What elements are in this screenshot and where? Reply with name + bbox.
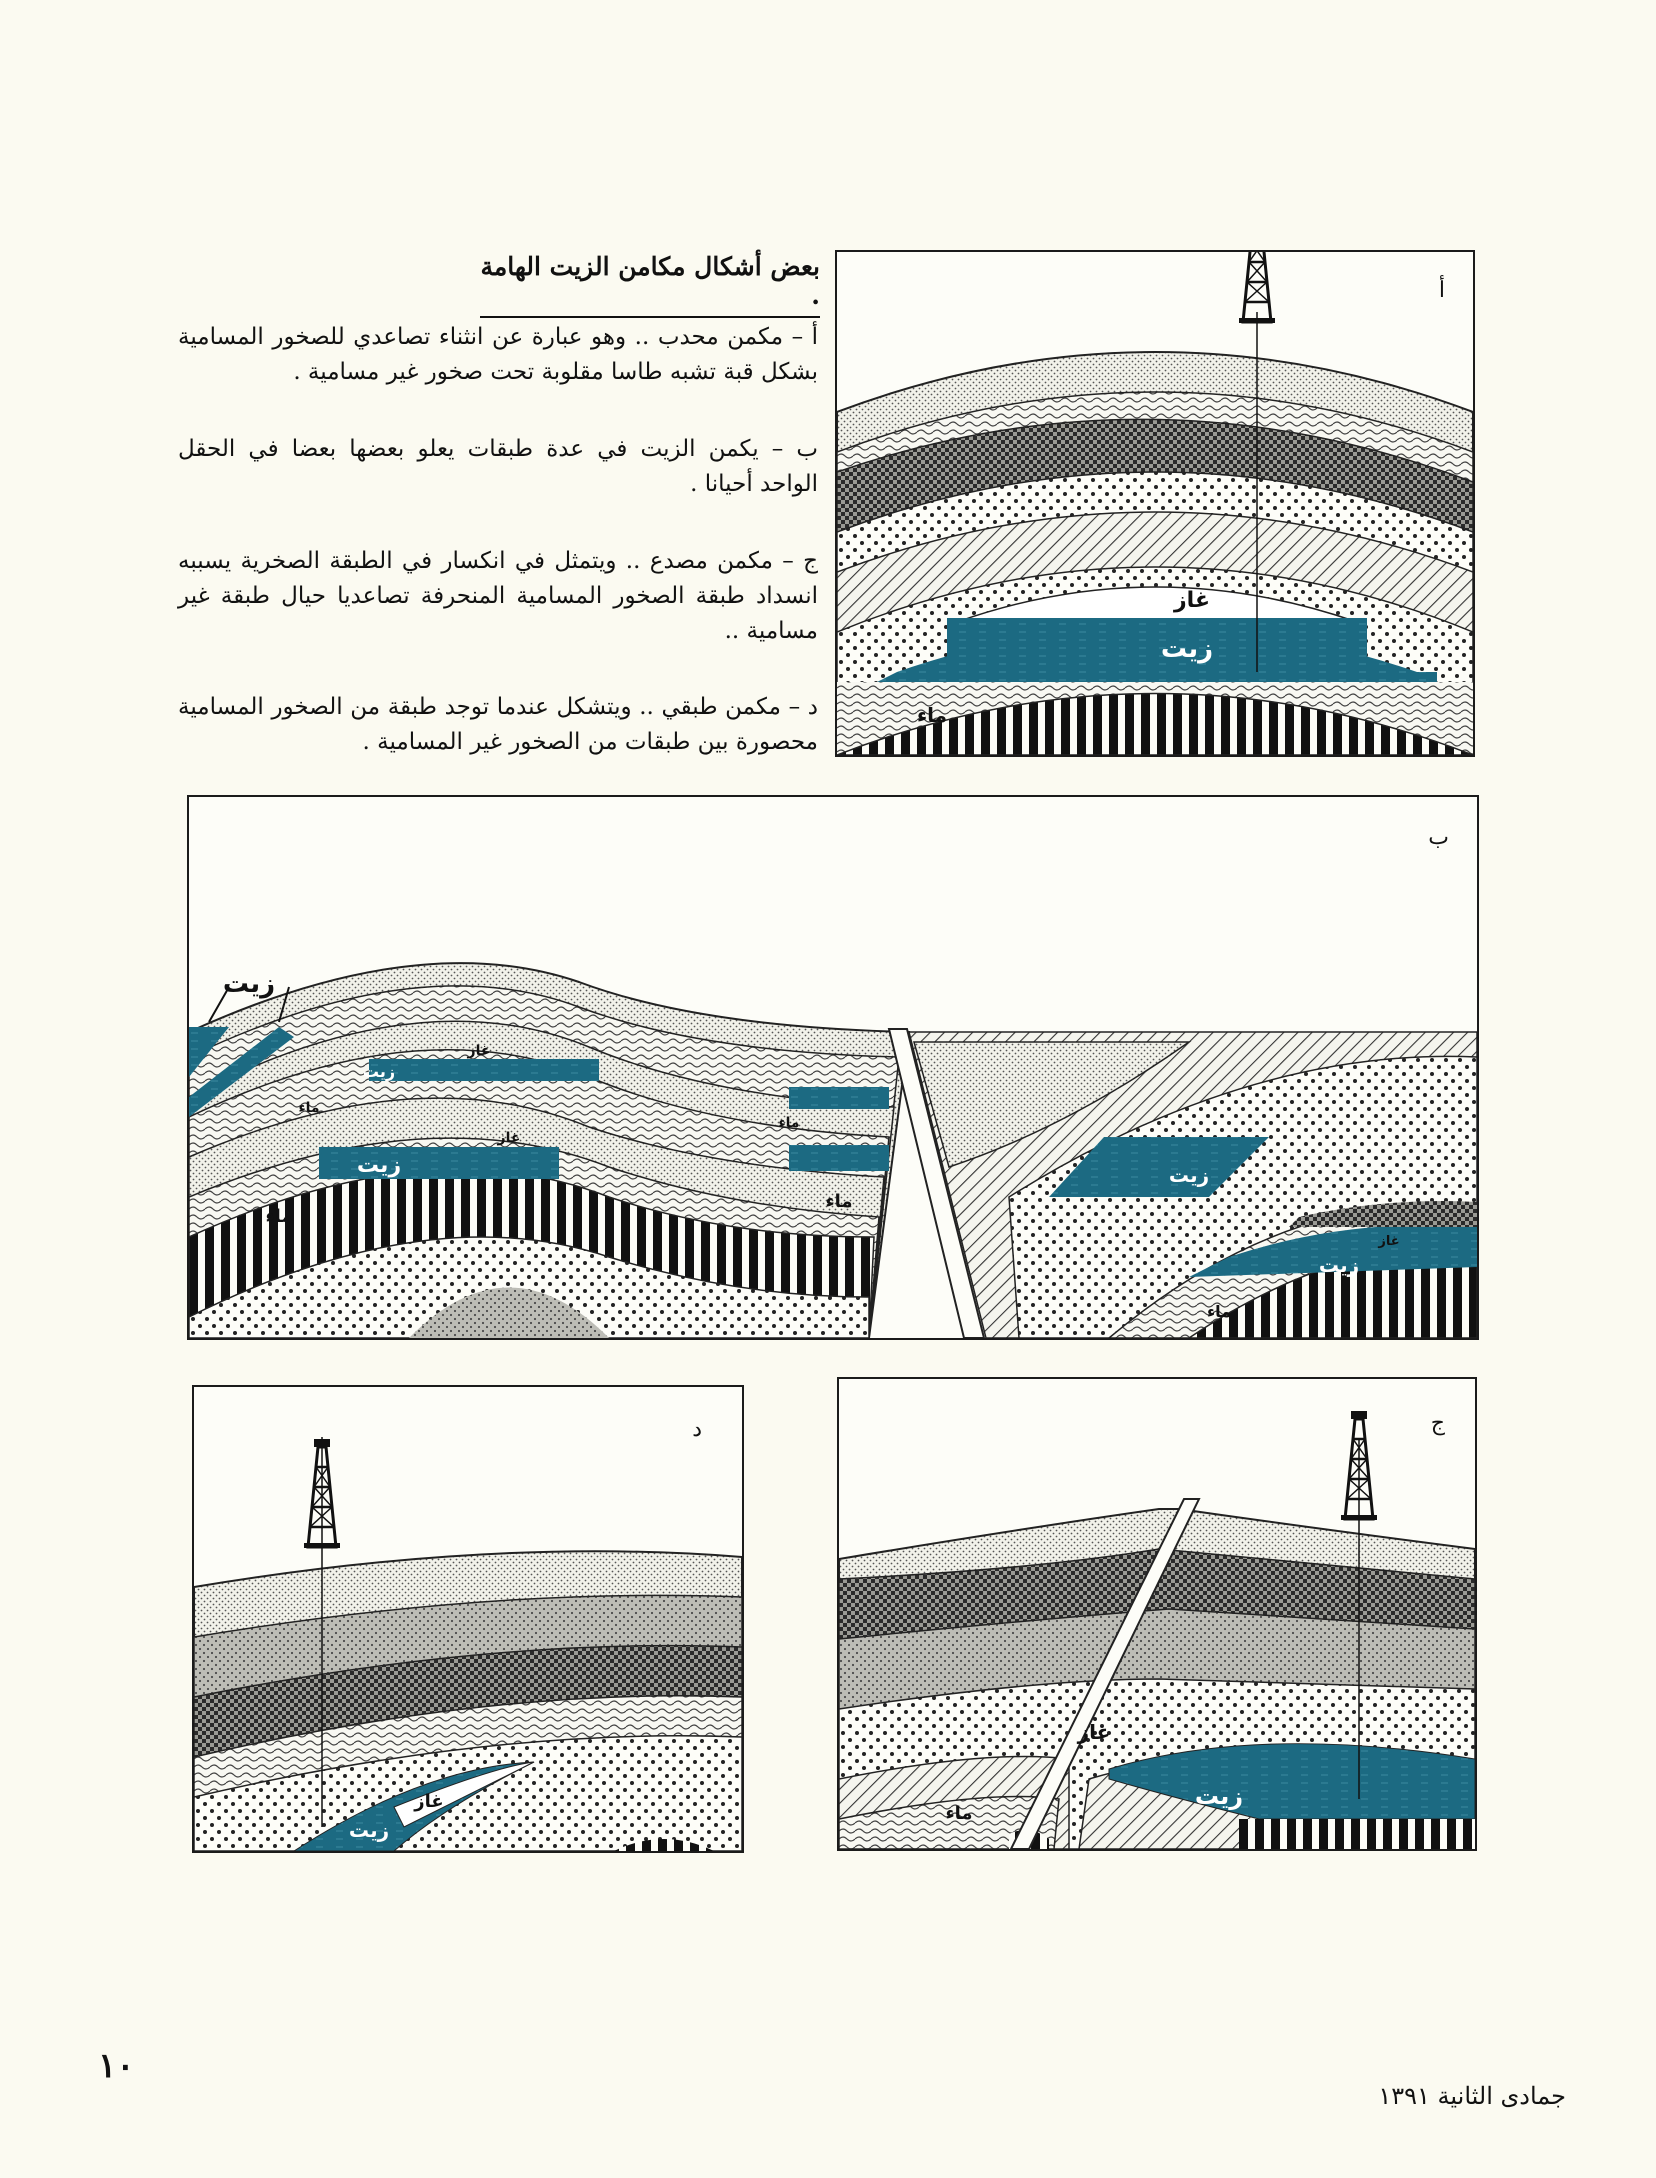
- footer-date: جمادى الثانية ١٣٩١: [1378, 2082, 1566, 2110]
- label-oil-4: زيت: [1318, 1253, 1360, 1277]
- page-number: ١٠: [98, 2046, 135, 2086]
- label-gas-1: غاز: [467, 1043, 491, 1059]
- label-gas: غاز: [414, 1791, 444, 1812]
- panel-c-fault: [837, 1377, 1477, 1851]
- label-gas: غاز: [1174, 588, 1210, 613]
- label-water-1: ماء: [298, 1100, 320, 1116]
- label-water: ماء: [945, 1803, 973, 1824]
- label-water: ماء: [916, 703, 948, 727]
- label-oil-2: زيت: [356, 1153, 402, 1178]
- label-gas-2: غاز: [497, 1130, 521, 1146]
- label-oil: زيت: [1160, 634, 1214, 664]
- label-oil: زيت: [1194, 1782, 1244, 1810]
- panel-a-label: أ: [1438, 278, 1445, 303]
- panel-b-label: ب: [1428, 825, 1449, 850]
- label-oil-3: زيت: [1168, 1163, 1210, 1187]
- panel-c-label: ج: [1430, 1411, 1445, 1436]
- label-water-2: ماء: [778, 1115, 800, 1131]
- caption-item-b: ب – يكمن الزيت في عدة طبقات يعلو بعضها بعضا في الحقل الواحد أحيانا .: [178, 436, 818, 497]
- caption-title: بعض أشكال مكامن الزيت الهامة .: [480, 252, 820, 318]
- label-oil-1: زيت: [362, 1062, 396, 1081]
- label-oil-surface: زيت: [222, 969, 276, 999]
- panel-b-multi-layer: [187, 795, 1479, 1340]
- panel-d-label: د: [692, 1417, 702, 1442]
- label-gas-3: غاز: [1378, 1234, 1400, 1249]
- caption-item-c: ج – مكمن مصدع .. ويتمثل في انكسار في الطبقة الصخرية يسببه انسداد طبقة الصخور المسامية المنحرفة تصاعديا حيال طبقة غير مسامية ..: [178, 548, 818, 644]
- label-water-4: ماء: [825, 1191, 853, 1212]
- caption-item-a: أ – مكمن محدب .. وهو عبارة عن انثناء تصاعدي للصخور المسامية بشكل قبة تشبه طاسا مقلوبة تحت صخور غير مسامية .: [178, 324, 818, 385]
- panel-d-stratigraphic: [192, 1385, 744, 1853]
- label-gas: غاز: [1077, 1720, 1111, 1744]
- label-oil: زيت: [348, 1818, 390, 1842]
- panel-a-anticline: [835, 250, 1475, 757]
- caption-item-d: د – مكمن طبقي .. ويتشكل عندما توجد طبقة من الصخور المسامية محصورة بين طبقات من الصخور غير المسامية .: [178, 694, 818, 755]
- label-water-5: ماء: [1206, 1302, 1232, 1321]
- label-water-3: ماء: [265, 1206, 293, 1227]
